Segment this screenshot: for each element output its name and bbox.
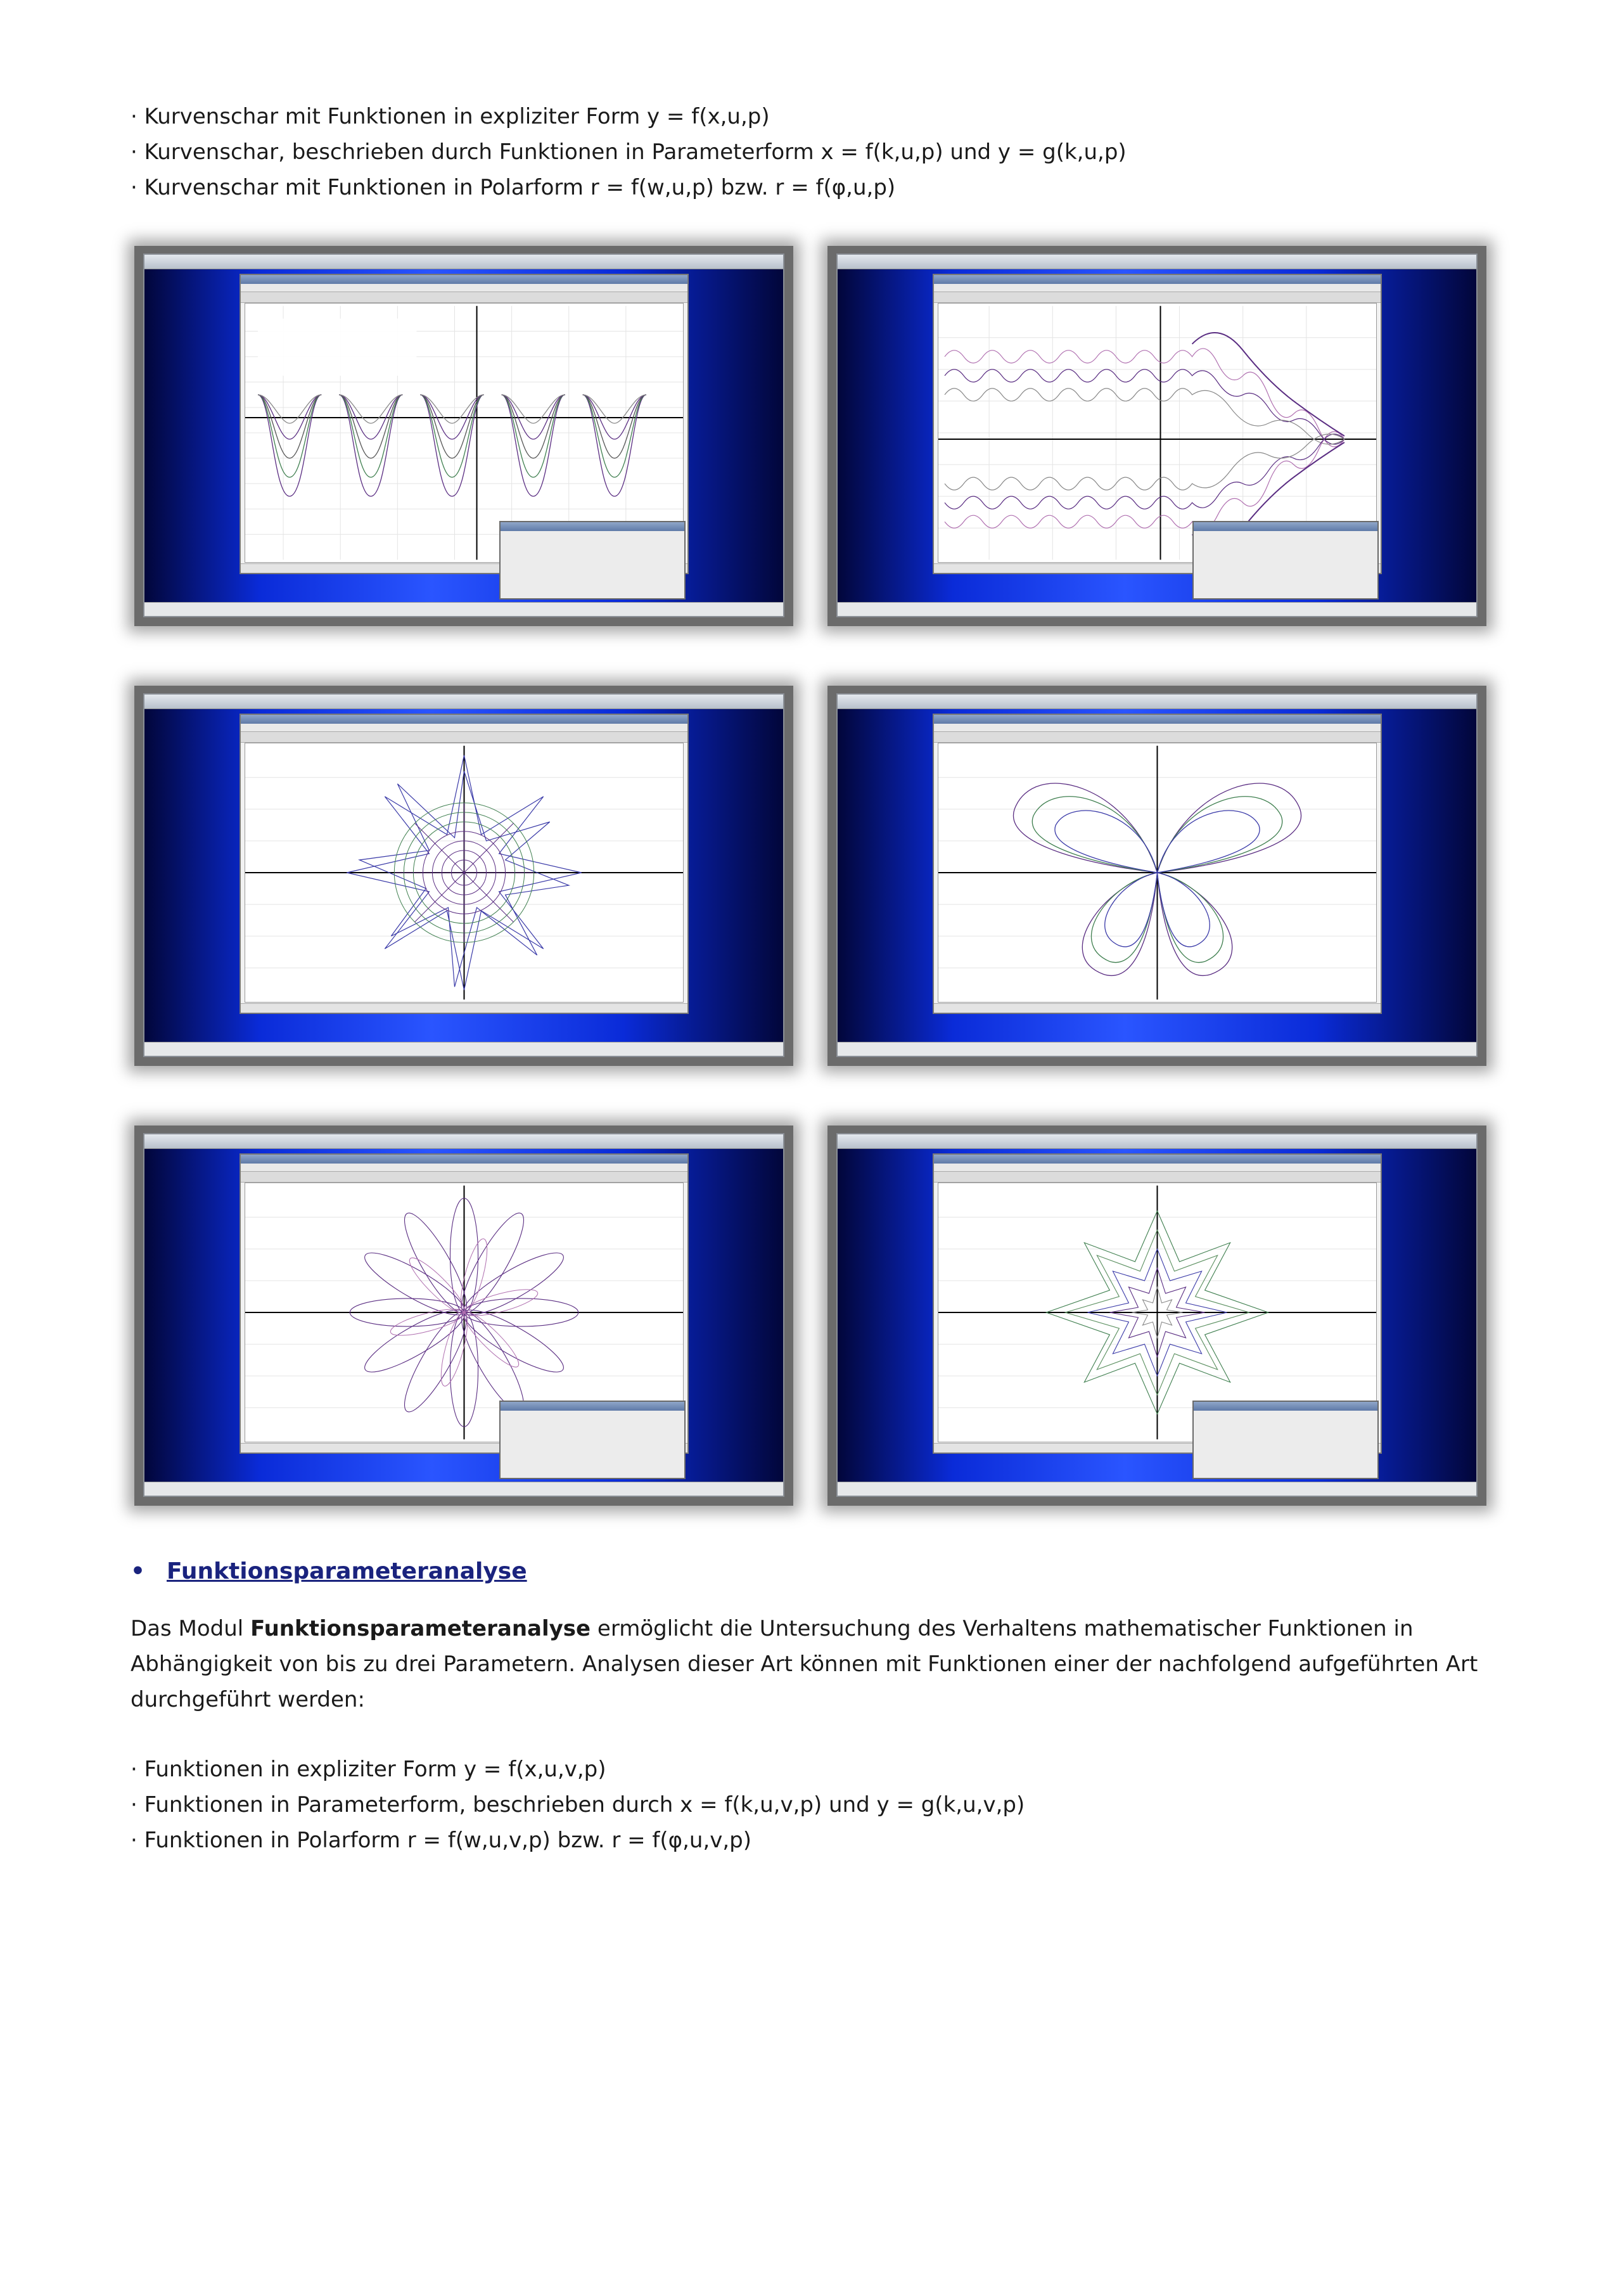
screenshot-polar-star-rosette (134, 686, 793, 1066)
section-list-item-1: · Funktionen in expliziter Form y = f(x,u,v,p) (131, 1757, 606, 1782)
paragraph-bold-module-name: Funktionsparameteranalyse (250, 1616, 591, 1641)
paragraph-text-start: Das Modul (131, 1616, 251, 1641)
screenshot-polar-butterfly (827, 686, 1486, 1066)
intro-list-item-2: · Kurvenschar, beschrieben durch Funktionen in Parameterform x = f(k,u,p) und y = g(k,u,p) (131, 139, 1127, 165)
polar-butterfly-curve-plot-icon (938, 743, 1376, 1002)
section-list-item-2: · Funktionen in Parameterform, beschrieben durch x = f(k,u,v,p) und y = g(k,u,v,p) (131, 1792, 1025, 1818)
section-heading (131, 1554, 527, 1589)
funktionsparameteranalyse-link[interactable]: Funktionsparameteranalyse (167, 1558, 527, 1584)
bullet-icon: • (131, 1558, 146, 1584)
polar-star-rosette-plot-icon (245, 743, 683, 1002)
paragraph-text-end: ermöglicht die Untersuchung des Verhaltens mathematischer Funktionen in Abhängigkeit von bis zu drei Parametern. Analysen dieser Art können mit Funktionen einer der nachfolgend aufgeführten Art durchgeführt werden: (131, 1616, 1478, 1712)
intro-list-item-1: · Kurvenschar mit Funktionen in expliziter Form y = f(x,u,p) (131, 104, 770, 129)
section-list-item-3: · Funktionen in Polarform r = f(w,u,v,p) bzw. r = f(φ,u,v,p) (131, 1828, 752, 1853)
screenshot-polar-flower-rose (134, 1126, 793, 1506)
intro-list-item-3: · Kurvenschar mit Funktionen in Polarform r = f(w,u,p) bzw. r = f(φ,u,p) (131, 175, 896, 200)
screenshot-polar-spiky-flower (827, 1126, 1486, 1506)
section-paragraph (131, 1611, 1493, 1717)
screenshot-damped-oscillation-family (827, 246, 1486, 626)
screenshot-cosine-family (134, 246, 793, 626)
